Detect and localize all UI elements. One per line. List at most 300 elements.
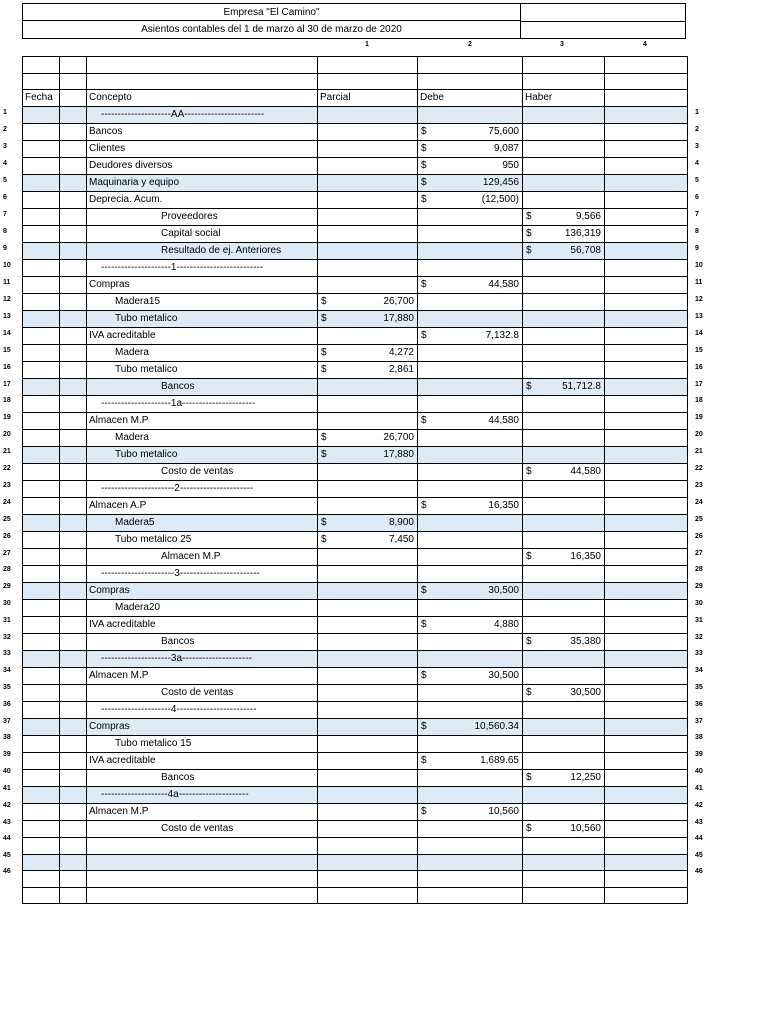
cell-blank[interactable]	[60, 328, 87, 345]
cell-haber[interactable]	[523, 158, 605, 175]
cell-debe[interactable]	[418, 362, 523, 379]
cell-debe[interactable]	[418, 804, 523, 821]
cell-col4[interactable]	[605, 566, 688, 583]
cell-parcial[interactable]	[318, 294, 418, 311]
cell-fecha[interactable]	[23, 871, 60, 888]
cell-col4[interactable]	[605, 413, 688, 430]
cell-fecha[interactable]	[23, 685, 60, 702]
cell-fecha[interactable]	[23, 413, 60, 430]
cell-haber[interactable]	[523, 634, 605, 651]
cell-fecha[interactable]	[23, 277, 60, 294]
cell-debe[interactable]	[418, 260, 523, 277]
cell-fecha[interactable]	[23, 379, 60, 396]
cell-debe[interactable]	[418, 532, 523, 549]
cell-fecha[interactable]	[23, 787, 60, 804]
cell-parcial[interactable]	[318, 719, 418, 736]
cell-debe[interactable]	[418, 685, 523, 702]
cell-concepto[interactable]: Maquinaria y equipo	[87, 175, 318, 192]
cell-col4[interactable]	[605, 583, 688, 600]
cell-debe[interactable]	[418, 651, 523, 668]
cell-col4[interactable]	[605, 804, 688, 821]
cell-col4[interactable]	[605, 702, 688, 719]
cell-concepto[interactable]: Clientes	[87, 141, 318, 158]
cell-blank[interactable]	[60, 668, 87, 685]
cell-concepto[interactable]: Almacen M.P	[87, 413, 318, 430]
cell-col4[interactable]	[605, 379, 688, 396]
header-fecha[interactable]: Fecha	[23, 90, 60, 107]
cell-debe[interactable]	[418, 311, 523, 328]
cell-fecha[interactable]	[23, 175, 60, 192]
cell-haber[interactable]	[523, 430, 605, 447]
cell-haber[interactable]	[523, 702, 605, 719]
cell-blank[interactable]	[60, 566, 87, 583]
cell-concepto[interactable]: Madera5	[87, 515, 318, 532]
cell-fecha[interactable]	[23, 141, 60, 158]
cell-parcial[interactable]	[318, 549, 418, 566]
cell-parcial[interactable]	[318, 226, 418, 243]
cell-parcial[interactable]	[318, 821, 418, 838]
cell-fecha[interactable]	[23, 311, 60, 328]
cell-haber[interactable]	[523, 413, 605, 430]
cell-blank[interactable]	[60, 464, 87, 481]
cell-parcial[interactable]	[318, 379, 418, 396]
cell-haber[interactable]	[523, 515, 605, 532]
cell-parcial[interactable]	[318, 311, 418, 328]
cell-parcial[interactable]	[318, 753, 418, 770]
cell-debe[interactable]	[418, 107, 523, 124]
cell-blank[interactable]	[60, 209, 87, 226]
cell-col4[interactable]	[605, 770, 688, 787]
cell-blank[interactable]	[60, 141, 87, 158]
cell-concepto[interactable]: ---------------------AA------------------------	[87, 107, 318, 124]
cell-concepto[interactable]: Compras	[87, 719, 318, 736]
cell-concepto[interactable]: Costo de ventas	[87, 685, 318, 702]
cell-debe[interactable]	[418, 345, 523, 362]
header-haber[interactable]: Haber	[523, 90, 605, 107]
cell-haber[interactable]	[523, 345, 605, 362]
cell-parcial[interactable]	[318, 804, 418, 821]
cell-haber[interactable]	[523, 617, 605, 634]
cell-fecha[interactable]	[23, 124, 60, 141]
cell-blank[interactable]	[60, 549, 87, 566]
cell-blank[interactable]	[60, 838, 87, 855]
cell-parcial[interactable]	[318, 854, 418, 871]
cell-concepto[interactable]: Tubo metalico	[87, 311, 318, 328]
cell-haber[interactable]	[523, 260, 605, 277]
cell-blank[interactable]	[60, 804, 87, 821]
cell-col4[interactable]	[605, 328, 688, 345]
cell-fecha[interactable]	[23, 549, 60, 566]
cell-haber[interactable]	[523, 821, 605, 838]
cell-debe[interactable]	[418, 871, 523, 888]
cell-col4[interactable]	[605, 107, 688, 124]
cell-col4[interactable]	[605, 821, 688, 838]
cell-concepto[interactable]: Compras	[87, 583, 318, 600]
cell-concepto[interactable]: IVA acreditable	[87, 753, 318, 770]
cell-col4[interactable]	[605, 838, 688, 855]
cell-fecha[interactable]	[23, 668, 60, 685]
cell-col4[interactable]	[605, 498, 688, 515]
cell-concepto[interactable]	[87, 854, 318, 871]
cell-blank[interactable]	[60, 413, 87, 430]
cell-debe[interactable]	[418, 702, 523, 719]
cell-col4[interactable]	[605, 430, 688, 447]
cell-concepto[interactable]	[87, 871, 318, 888]
cell-fecha[interactable]	[23, 447, 60, 464]
cell-fecha[interactable]	[23, 719, 60, 736]
cell-debe[interactable]	[418, 634, 523, 651]
cell-haber[interactable]	[523, 124, 605, 141]
cell-col4[interactable]	[605, 447, 688, 464]
cell-col4[interactable]	[605, 124, 688, 141]
cell-blank[interactable]	[60, 311, 87, 328]
cell-parcial[interactable]	[318, 124, 418, 141]
cell-haber[interactable]	[523, 175, 605, 192]
cell-blank[interactable]	[60, 600, 87, 617]
cell-parcial[interactable]	[318, 192, 418, 209]
cell-col4[interactable]	[605, 311, 688, 328]
cell-haber[interactable]	[523, 651, 605, 668]
cell-fecha[interactable]	[23, 294, 60, 311]
cell-blank[interactable]	[60, 634, 87, 651]
cell-concepto[interactable]: Tubo metalico 15	[87, 736, 318, 753]
cell-blank[interactable]	[60, 753, 87, 770]
cell-parcial[interactable]	[318, 362, 418, 379]
cell-blank[interactable]	[60, 515, 87, 532]
cell-haber[interactable]	[523, 600, 605, 617]
cell-concepto[interactable]: Madera15	[87, 294, 318, 311]
cell-debe[interactable]	[418, 226, 523, 243]
cell-blank[interactable]	[60, 294, 87, 311]
cell-concepto[interactable]: Proveedores	[87, 209, 318, 226]
cell-parcial[interactable]	[318, 209, 418, 226]
cell-parcial[interactable]	[318, 736, 418, 753]
empty-cell[interactable]	[418, 887, 523, 904]
cell-concepto[interactable]: Bancos	[87, 379, 318, 396]
cell-haber[interactable]	[523, 668, 605, 685]
cell-col4[interactable]	[605, 175, 688, 192]
cell-fecha[interactable]	[23, 804, 60, 821]
empty-cell[interactable]	[523, 887, 605, 904]
cell-parcial[interactable]	[318, 838, 418, 855]
cell-blank[interactable]	[60, 770, 87, 787]
cell-col4[interactable]	[605, 617, 688, 634]
cell-col4[interactable]	[605, 243, 688, 260]
cell-concepto[interactable]: Deprecia. Acum.	[87, 192, 318, 209]
cell-concepto[interactable]: Madera20	[87, 600, 318, 617]
cell-debe[interactable]	[418, 294, 523, 311]
cell-debe[interactable]	[418, 396, 523, 413]
cell-blank[interactable]	[60, 260, 87, 277]
cell-debe[interactable]	[418, 158, 523, 175]
cell-haber[interactable]	[523, 787, 605, 804]
cell-col4[interactable]	[605, 464, 688, 481]
cell-col4[interactable]	[605, 362, 688, 379]
cell-debe[interactable]	[418, 838, 523, 855]
cell-col4[interactable]	[605, 668, 688, 685]
cell-concepto[interactable]: Madera	[87, 345, 318, 362]
cell-parcial[interactable]	[318, 600, 418, 617]
cell-concepto[interactable]: Resultado de ej. Anteriores	[87, 243, 318, 260]
cell-blank[interactable]	[60, 532, 87, 549]
cell-debe[interactable]	[418, 481, 523, 498]
cell-debe[interactable]	[418, 413, 523, 430]
cell-concepto[interactable]: Bancos	[87, 770, 318, 787]
cell-haber[interactable]	[523, 464, 605, 481]
cell-parcial[interactable]	[318, 396, 418, 413]
cell-haber[interactable]	[523, 141, 605, 158]
cell-blank[interactable]	[60, 243, 87, 260]
cell-fecha[interactable]	[23, 158, 60, 175]
cell-blank[interactable]	[60, 430, 87, 447]
cell-concepto[interactable]: Tubo metalico	[87, 362, 318, 379]
cell-concepto[interactable]: Costo de ventas	[87, 821, 318, 838]
cell-haber[interactable]	[523, 447, 605, 464]
cell-blank[interactable]	[60, 277, 87, 294]
cell-haber[interactable]	[523, 770, 605, 787]
cell-concepto[interactable]: ---------------------3a---------------------	[87, 651, 318, 668]
cell-parcial[interactable]	[318, 243, 418, 260]
cell-debe[interactable]	[418, 736, 523, 753]
cell-fecha[interactable]	[23, 838, 60, 855]
cell-haber[interactable]	[523, 328, 605, 345]
cell-concepto[interactable]: Costo de ventas	[87, 464, 318, 481]
cell-blank[interactable]	[60, 651, 87, 668]
cell-debe[interactable]	[418, 668, 523, 685]
cell-concepto[interactable]: Almacen M.P	[87, 668, 318, 685]
cell-col4[interactable]	[605, 600, 688, 617]
cell-col4[interactable]	[605, 209, 688, 226]
cell-haber[interactable]	[523, 192, 605, 209]
cell-parcial[interactable]	[318, 107, 418, 124]
cell-fecha[interactable]	[23, 617, 60, 634]
cell-fecha[interactable]	[23, 260, 60, 277]
cell-concepto[interactable]: Tubo metalico	[87, 447, 318, 464]
cell-concepto[interactable]: IVA acreditable	[87, 617, 318, 634]
cell-parcial[interactable]	[318, 447, 418, 464]
cell-haber[interactable]	[523, 566, 605, 583]
cell-blank[interactable]	[60, 158, 87, 175]
cell-parcial[interactable]	[318, 413, 418, 430]
cell-concepto[interactable]: Bancos	[87, 124, 318, 141]
cell-haber[interactable]	[523, 583, 605, 600]
cell-debe[interactable]	[418, 175, 523, 192]
empty-cell[interactable]	[605, 887, 688, 904]
cell-haber[interactable]	[523, 379, 605, 396]
cell-debe[interactable]	[418, 566, 523, 583]
cell-col4[interactable]	[605, 719, 688, 736]
cell-debe[interactable]	[418, 430, 523, 447]
cell-blank[interactable]	[60, 617, 87, 634]
cell-parcial[interactable]	[318, 583, 418, 600]
cell-haber[interactable]	[523, 804, 605, 821]
cell-concepto[interactable]: Tubo metalico 25	[87, 532, 318, 549]
cell-haber[interactable]	[523, 838, 605, 855]
cell-parcial[interactable]	[318, 430, 418, 447]
cell-fecha[interactable]	[23, 702, 60, 719]
cell-fecha[interactable]	[23, 396, 60, 413]
header-debe[interactable]: Debe	[418, 90, 523, 107]
cell-debe[interactable]	[418, 821, 523, 838]
cell-concepto[interactable]: Almacen A.P	[87, 498, 318, 515]
cell-fecha[interactable]	[23, 107, 60, 124]
cell-col4[interactable]	[605, 481, 688, 498]
cell-fecha[interactable]	[23, 226, 60, 243]
cell-concepto[interactable]: ---------------------1--------------------------	[87, 260, 318, 277]
cell-col4[interactable]	[605, 158, 688, 175]
cell-parcial[interactable]	[318, 787, 418, 804]
cell-col4[interactable]	[605, 871, 688, 888]
cell-debe[interactable]	[418, 328, 523, 345]
cell-debe[interactable]	[418, 787, 523, 804]
cell-parcial[interactable]	[318, 481, 418, 498]
cell-parcial[interactable]	[318, 651, 418, 668]
empty-cell[interactable]	[60, 887, 87, 904]
cell-fecha[interactable]	[23, 481, 60, 498]
cell-blank[interactable]	[60, 871, 87, 888]
cell-fecha[interactable]	[23, 328, 60, 345]
cell-blank[interactable]	[60, 192, 87, 209]
cell-debe[interactable]	[418, 854, 523, 871]
cell-fecha[interactable]	[23, 515, 60, 532]
cell-blank[interactable]	[60, 498, 87, 515]
cell-blank[interactable]	[60, 821, 87, 838]
cell-debe[interactable]	[418, 753, 523, 770]
cell-blank[interactable]	[60, 685, 87, 702]
cell-fecha[interactable]	[23, 753, 60, 770]
cell-haber[interactable]	[523, 685, 605, 702]
cell-debe[interactable]	[418, 600, 523, 617]
cell-blank[interactable]	[60, 396, 87, 413]
cell-col4[interactable]	[605, 515, 688, 532]
cell-debe[interactable]	[418, 464, 523, 481]
cell-blank[interactable]	[60, 379, 87, 396]
cell-fecha[interactable]	[23, 464, 60, 481]
cell-blank[interactable]	[60, 736, 87, 753]
cell-parcial[interactable]	[318, 532, 418, 549]
cell-blank[interactable]	[60, 787, 87, 804]
empty-cell[interactable]	[23, 887, 60, 904]
cell-debe[interactable]	[418, 515, 523, 532]
cell-fecha[interactable]	[23, 651, 60, 668]
cell-parcial[interactable]	[318, 634, 418, 651]
cell-fecha[interactable]	[23, 243, 60, 260]
cell-col4[interactable]	[605, 294, 688, 311]
cell-parcial[interactable]	[318, 175, 418, 192]
cell-haber[interactable]	[523, 107, 605, 124]
cell-col4[interactable]	[605, 685, 688, 702]
cell-debe[interactable]	[418, 277, 523, 294]
cell-debe[interactable]	[418, 770, 523, 787]
cell-blank[interactable]	[60, 854, 87, 871]
cell-haber[interactable]	[523, 396, 605, 413]
cell-concepto[interactable]: ----------------------2----------------------	[87, 481, 318, 498]
cell-debe[interactable]	[418, 719, 523, 736]
cell-concepto[interactable]: ---------------------4------------------------	[87, 702, 318, 719]
cell-concepto[interactable]: ----------------------3------------------------	[87, 566, 318, 583]
cell-haber[interactable]	[523, 498, 605, 515]
cell-fecha[interactable]	[23, 430, 60, 447]
cell-concepto[interactable]: IVA acreditable	[87, 328, 318, 345]
cell-blank[interactable]	[60, 702, 87, 719]
cell-concepto[interactable]: Madera	[87, 430, 318, 447]
cell-haber[interactable]	[523, 311, 605, 328]
cell-col4[interactable]	[605, 345, 688, 362]
cell-concepto[interactable]: Compras	[87, 277, 318, 294]
cell-blank[interactable]	[60, 107, 87, 124]
cell-haber[interactable]	[523, 362, 605, 379]
cell-debe[interactable]	[418, 617, 523, 634]
cell-col4[interactable]	[605, 532, 688, 549]
cell-concepto[interactable]: Bancos	[87, 634, 318, 651]
cell-haber[interactable]	[523, 854, 605, 871]
cell-fecha[interactable]	[23, 583, 60, 600]
header-col4[interactable]	[605, 90, 688, 107]
cell-parcial[interactable]	[318, 158, 418, 175]
cell-col4[interactable]	[605, 753, 688, 770]
cell-concepto[interactable]: --------------------4a---------------------	[87, 787, 318, 804]
cell-col4[interactable]	[605, 260, 688, 277]
cell-debe[interactable]	[418, 141, 523, 158]
cell-parcial[interactable]	[318, 498, 418, 515]
cell-fecha[interactable]	[23, 821, 60, 838]
cell-haber[interactable]	[523, 226, 605, 243]
cell-debe[interactable]	[418, 124, 523, 141]
cell-debe[interactable]	[418, 209, 523, 226]
cell-concepto[interactable]	[87, 838, 318, 855]
cell-parcial[interactable]	[318, 871, 418, 888]
empty-cell[interactable]	[87, 887, 318, 904]
cell-parcial[interactable]	[318, 260, 418, 277]
cell-debe[interactable]	[418, 243, 523, 260]
cell-parcial[interactable]	[318, 345, 418, 362]
cell-blank[interactable]	[60, 719, 87, 736]
header-parcial[interactable]: Parcial	[318, 90, 418, 107]
cell-col4[interactable]	[605, 396, 688, 413]
cell-fecha[interactable]	[23, 498, 60, 515]
cell-fecha[interactable]	[23, 736, 60, 753]
cell-blank[interactable]	[60, 124, 87, 141]
cell-haber[interactable]	[523, 871, 605, 888]
cell-col4[interactable]	[605, 854, 688, 871]
cell-col4[interactable]	[605, 787, 688, 804]
cell-blank[interactable]	[60, 175, 87, 192]
cell-col4[interactable]	[605, 141, 688, 158]
cell-parcial[interactable]	[318, 277, 418, 294]
cell-fecha[interactable]	[23, 854, 60, 871]
cell-haber[interactable]	[523, 209, 605, 226]
cell-col4[interactable]	[605, 651, 688, 668]
cell-col4[interactable]	[605, 549, 688, 566]
cell-parcial[interactable]	[318, 770, 418, 787]
cell-fecha[interactable]	[23, 566, 60, 583]
cell-parcial[interactable]	[318, 141, 418, 158]
cell-debe[interactable]	[418, 583, 523, 600]
header-concepto[interactable]: Concepto	[87, 90, 318, 107]
cell-haber[interactable]	[523, 294, 605, 311]
cell-concepto[interactable]: Capital social	[87, 226, 318, 243]
cell-fecha[interactable]	[23, 345, 60, 362]
cell-fecha[interactable]	[23, 600, 60, 617]
empty-cell[interactable]	[318, 887, 418, 904]
cell-debe[interactable]	[418, 498, 523, 515]
cell-blank[interactable]	[60, 226, 87, 243]
cell-haber[interactable]	[523, 549, 605, 566]
cell-blank[interactable]	[60, 345, 87, 362]
cell-haber[interactable]	[523, 532, 605, 549]
cell-haber[interactable]	[523, 277, 605, 294]
cell-concepto[interactable]: Almacen M.P	[87, 549, 318, 566]
